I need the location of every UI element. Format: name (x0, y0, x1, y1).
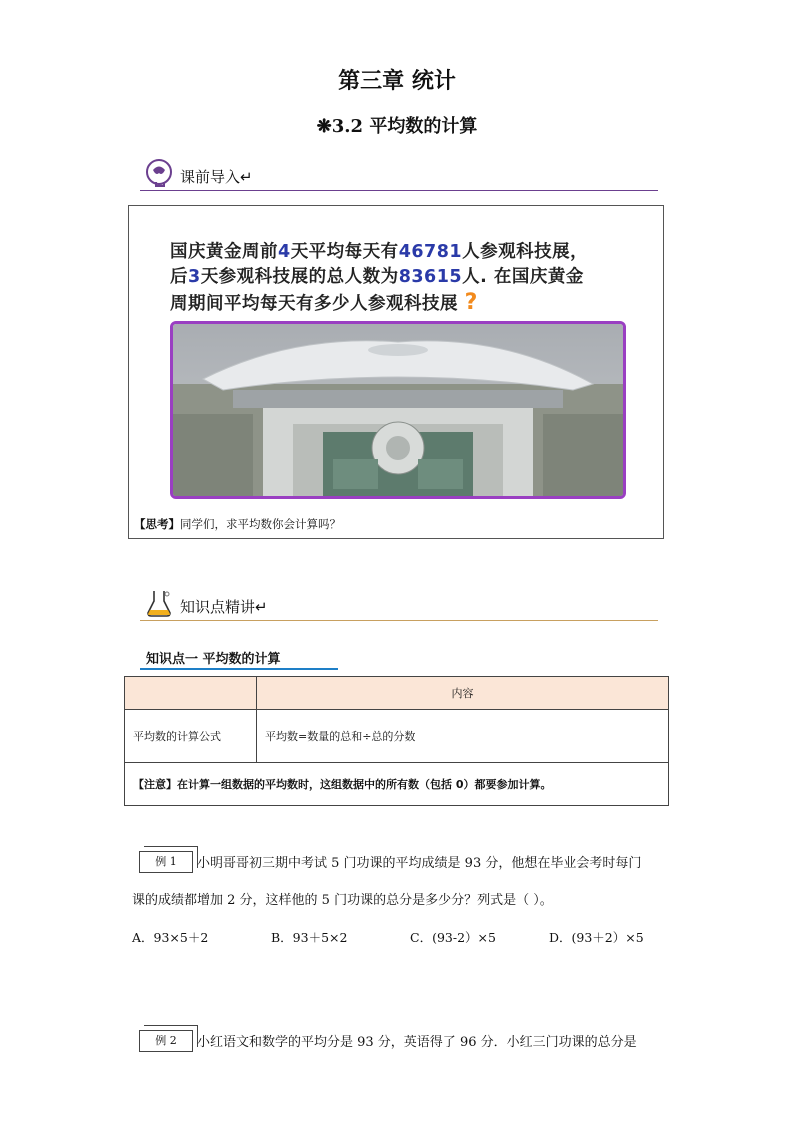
think-prompt: 【思考】同学们，求平均数你会计算吗？ (134, 517, 341, 531)
option-d: D．(93＋2）×5 (549, 930, 644, 945)
knowledge-table (124, 676, 669, 806)
example-1-tag: 例 1 (139, 851, 193, 873)
table-header-cell: 内容 (257, 677, 669, 710)
table-cell-label: 平均数的计算公式 (125, 710, 257, 763)
example-2-line-1: 小红语文和数学的平均分是 93 分，英语得了 96 分．小红三门功课的总分是 (197, 1035, 637, 1050)
flask-icon (144, 588, 174, 618)
head-brain-icon (144, 158, 174, 188)
example-1-line-1: 小明哥哥初三期中考试 5 门功课的平均成绩是 93 分，他想在毕业会考时每门 (197, 856, 642, 871)
question-mark-icon: ? (464, 290, 478, 315)
option-b: B．93＋5×2 (271, 930, 348, 945)
section-subtitle: ❋3.2 平均数的计算 (316, 116, 478, 137)
example-1-line-2: 课的成绩都增加 2 分，这样他的 5 门功课的总分是多少分？列式是（ ）。 (132, 893, 553, 908)
option-c: C．(93-2）×5 (410, 930, 496, 945)
chapter-title: 第三章 统计 (338, 68, 456, 94)
table-note: 【注意】在计算一组数据的平均数时，这组数据中的所有数（包括 0）都要参加计算。 (125, 763, 669, 806)
section-label: 课前导入↵ (180, 168, 253, 186)
table-header-row (125, 677, 669, 710)
table-row (125, 710, 669, 763)
knowledge-point-title: 知识点一 平均数的计算 (140, 646, 338, 670)
section-header-intro (140, 154, 658, 191)
table-cell-value: 平均数=数量的总和÷总的分数 (257, 710, 669, 763)
section-header-knowledge (140, 584, 658, 621)
table-header-cell (125, 677, 257, 710)
option-a: A．93×5＋2 (132, 930, 209, 945)
table-note-row (125, 763, 669, 806)
exhibition-photo (170, 321, 626, 499)
section-label: 知识点精讲↵ (180, 598, 268, 616)
exhibition-building-image (173, 324, 623, 496)
example-2-tag: 例 2 (139, 1030, 193, 1052)
intro-problem-text: 国庆黄金周前4天平均每天有46781人参观科技展， 后3天参观科技展的总人数为83615人. 在国庆黄金 周期间平均每天有多少人参观科技展 ? (170, 242, 589, 315)
